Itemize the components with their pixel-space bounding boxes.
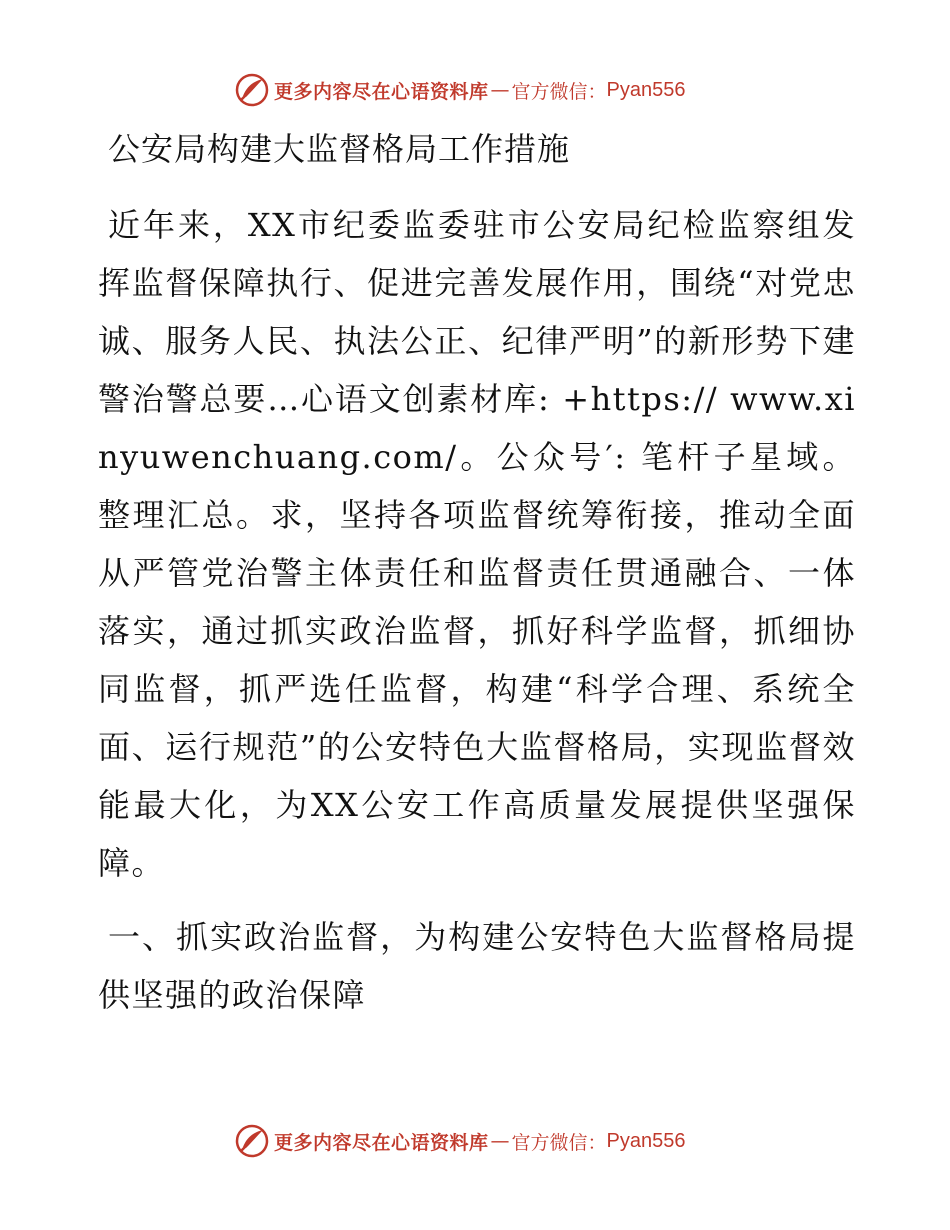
banner-separator: — (490, 1130, 510, 1152)
intro-paragraph: 近年来，XX市纪委监委驻市公安局纪检监察组发挥监督保障执行、促进完善发展作用，围绕“对党忠诚、服务人民、执法公正、纪律严明”的新形势下建警治警总要…心语文创素材库: +https:// www.xinyuwenchuang.com/。公众号′: 笔杆子星域。整理汇总。求，坚持各项监督统筹衔接，推动全面从严管党治警主体责任和监督责任贯通融合、一体落实，通过抓实政治监督，抓好科学监督，抓细协同监督，抓严选任监督，构建“科学合理、系统全面、运行规范”的公安特色大监督格局，实现监督效能最大化，为XX公安工作高质量发展提供坚强保障。 (98, 206, 856, 882)
quill-pen-logo-icon (234, 1123, 270, 1159)
header-banner (234, 71, 686, 109)
banner-official-label: 官方微信： (511, 1131, 607, 1154)
banner-slogan: 更多内容尽在心语资料库 (274, 1131, 489, 1154)
banner-official-label: 官方微信： (511, 80, 607, 103)
quill-pen-logo-icon (234, 72, 270, 108)
section-heading: 一、抓实政治监督，为构建公安特色大监督格局提供坚强的政治保障 (98, 918, 856, 1014)
banner-slogan: 更多内容尽在心语资料库 (274, 80, 489, 103)
banner-account: Pyan556 (606, 78, 686, 101)
banner-separator: — (490, 79, 510, 101)
banner-account: Pyan556 (606, 1129, 686, 1152)
footer-banner (234, 1122, 686, 1160)
document-title: 公安局构建大监督格局工作措施 (108, 130, 571, 168)
